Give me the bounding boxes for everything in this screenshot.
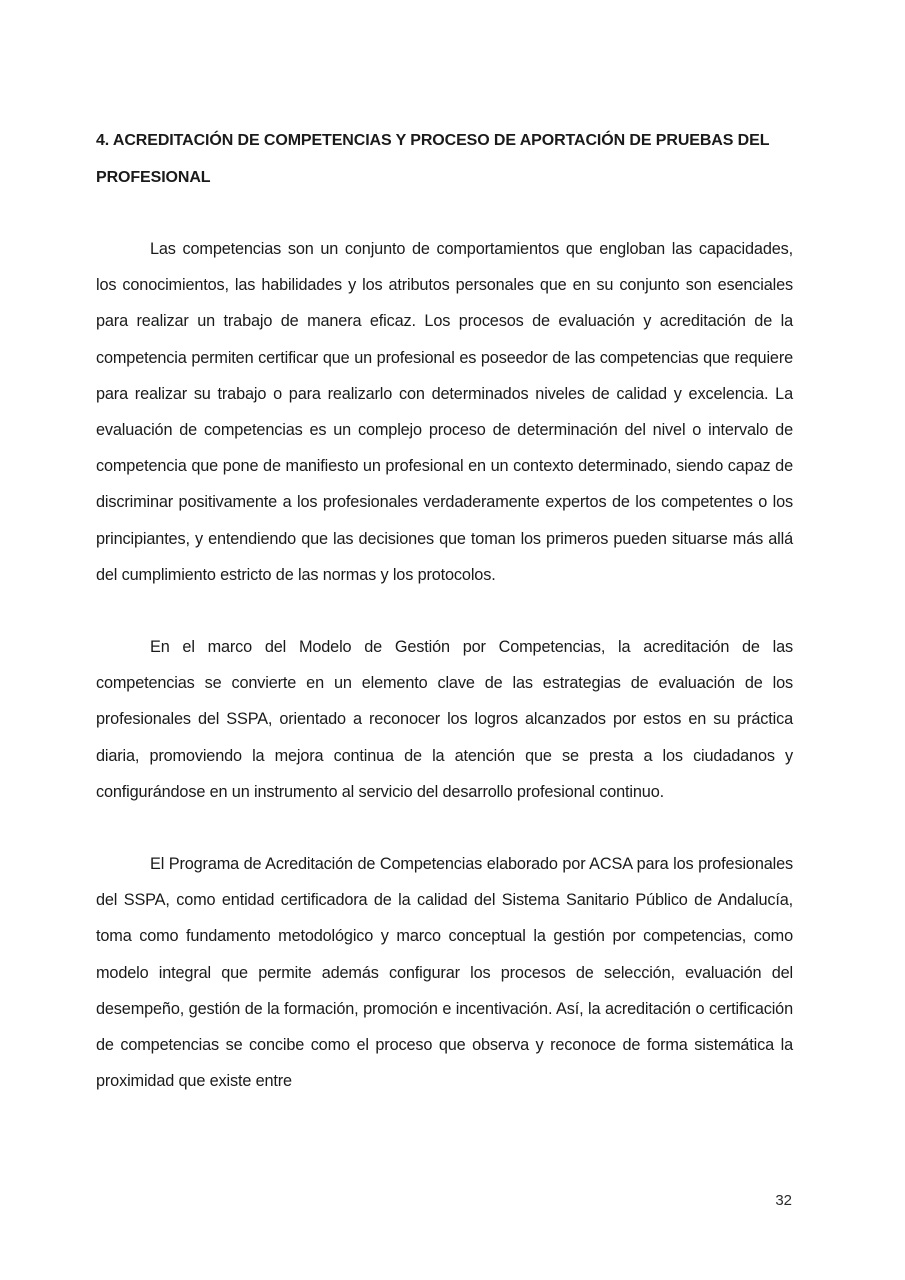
- paragraph-modelo-gestion: En el marco del Modelo de Gestión por Competencias, la acreditación de las competencias se convierte en un elemento clave de las estrategias de evaluación de los profesionales del SSPA, orientado a reconocer los logros alcanzados por estos en su práctica diaria, promoviendo la mejora continua de la atención que se presta a los ciudadanos y configurándose en un instrumento al servicio del desarrollo profesional continuo.: [96, 638, 793, 801]
- paragraph-competencias-definition: Las competencias son un conjunto de comportamientos que engloban las capacidades, los conocimientos, las habilidades y los atributos personales que en su conjunto son esenciales para realizar un trabajo de manera eficaz. Los procesos de evaluación y acreditación de la competencia permiten certificar que un profesional es poseedor de las competencias que requiere para realizar su trabajo o para realizarlo con determinados niveles de calidad y excelencia. La evaluación de competencias es un complejo proceso de determinación del nivel o intervalo de competencia que pone de manifiesto un profesional en un contexto determinado, siendo capaz de discriminar positivamente a los profesionales verdaderamente expertos de los competentes o los principiantes, y entendiendo que las decisiones que toman los primeros pueden situarse más allá del cumplimiento estricto de las normas y los protocolos.: [96, 240, 793, 584]
- page-number: 32: [775, 1192, 792, 1209]
- section-heading: 4. ACREDITACIÓN DE COMPETENCIAS Y PROCESO DE APORTACIÓN DE PRUEBAS DEL PROFESIONAL: [96, 132, 770, 186]
- page-body: [96, 123, 793, 1099]
- paragraph-programa-acreditacion: El Programa de Acreditación de Competencias elaborado por ACSA para los profesionales del SSPA, como entidad certificadora de la calidad del Sistema Sanitario Público de Andalucía, toma como fundamento metodológico y marco conceptual la gestión por competencias, como modelo integral que permite además configurar los procesos de selección, evaluación del desempeño, gestión de la formación, promoción e incentivación. Así, la acreditación o certificación de competencias se concibe como el proceso que observa y reconoce de forma sistemática la proximidad que existe entre: [96, 855, 793, 1091]
